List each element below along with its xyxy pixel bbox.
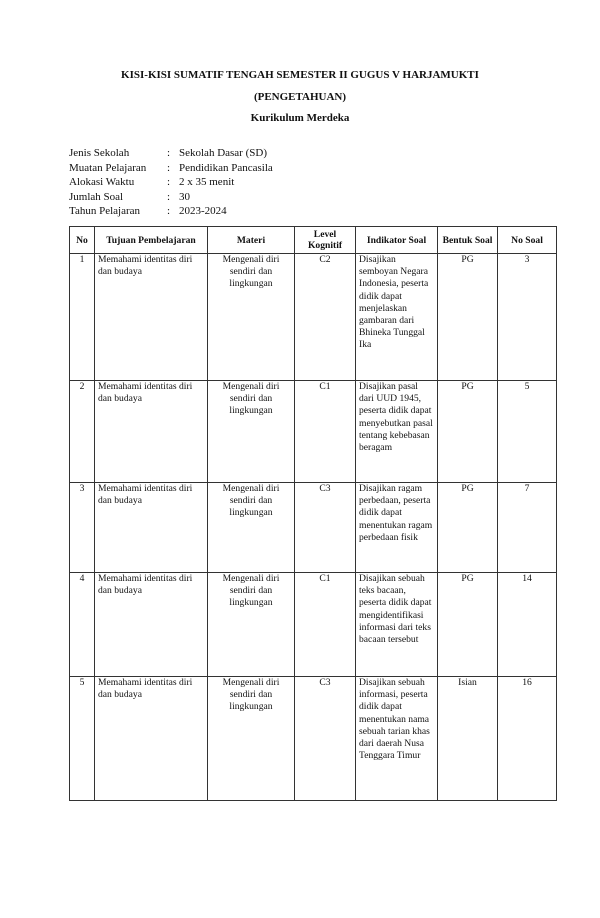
info-separator: : — [167, 147, 171, 159]
document-subtitle: (PENGETAHUAN) — [253, 91, 347, 103]
info-separator: : — [167, 190, 171, 203]
cell-materi: Mengenali diri sendiri dan lingkungan — [208, 254, 295, 381]
info-separator: : — [167, 161, 171, 174]
cell-level: C3 — [295, 483, 356, 573]
info-row-alokasi-waktu — [69, 175, 273, 190]
info-value: 2 x 35 menit — [179, 176, 235, 189]
cell-no-soal: 14 — [498, 573, 557, 677]
cell-tujuan: Memahami identitas diri dan budaya — [95, 573, 208, 677]
cell-bentuk: PG — [438, 381, 498, 483]
cell-level: C1 — [295, 381, 356, 483]
info-label: Muatan Pelajaran — [69, 161, 147, 174]
info-row-jumlah-soal — [69, 190, 273, 205]
cell-materi: Mengenali diri sendiri dan lingkungan — [208, 573, 295, 677]
header-materi: Materi — [208, 227, 295, 254]
header-no-soal: No Soal — [498, 227, 557, 254]
cell-no-soal: 7 — [498, 483, 557, 573]
cell-bentuk: PG — [438, 254, 498, 381]
cell-indikator: Disajikan semboyan Negara Indonesia, peserta didik dapat menjelaskan gambaran dari Bhineka Tunggal Ika — [356, 254, 438, 381]
table-row — [70, 381, 557, 483]
info-value: Sekolah Dasar (SD) — [179, 147, 267, 159]
info-value: Pendidikan Pancasila — [179, 161, 273, 174]
cell-bentuk: PG — [438, 483, 498, 573]
cell-no: 4 — [70, 573, 95, 677]
cell-bentuk: PG — [438, 573, 498, 677]
header-no: No — [70, 227, 95, 254]
table-row — [70, 254, 557, 381]
info-row-tahun-pelajaran — [69, 204, 273, 219]
header-indikator-soal: Indikator Soal — [356, 227, 438, 254]
cell-tujuan: Memahami identitas diri dan budaya — [95, 254, 208, 381]
cell-level: C1 — [295, 573, 356, 677]
cell-level: C3 — [295, 677, 356, 801]
cell-indikator: Disajikan ragam perbedaan, peserta didik dapat menentukan ragam perbedaan fisik — [356, 483, 438, 573]
cell-no: 1 — [70, 254, 95, 381]
cell-materi: Mengenali diri sendiri dan lingkungan — [208, 381, 295, 483]
cell-no-soal: 5 — [498, 381, 557, 483]
kisi-kisi-table — [69, 226, 557, 801]
info-label: Tahun Pelajaran — [69, 205, 141, 218]
info-row-jenis-sekolah — [69, 146, 273, 161]
cell-materi: Mengenali diri sendiri dan lingkungan — [208, 677, 295, 801]
cell-materi: Mengenali diri sendiri dan lingkungan — [208, 483, 295, 573]
header-level-kognitif: Level Kognitif — [295, 227, 356, 254]
info-label: Alokasi Waktu — [69, 176, 135, 189]
cell-no-soal: 16 — [498, 677, 557, 801]
cell-indikator: Disajikan sebuah informasi, peserta didik dapat menentukan nama sebuah tarian khas dari daerah Nusa Tenggara Timur — [356, 677, 438, 801]
table-row — [70, 483, 557, 573]
info-label: Jenis Sekolah — [69, 147, 130, 159]
table-row — [70, 573, 557, 677]
table-row — [70, 677, 557, 801]
document-title: KISI-KISI SUMATIF TENGAH SEMESTER II GUGUS V HARJAMUKTI — [121, 69, 479, 81]
table-header-row — [70, 227, 557, 254]
cell-no-soal: 3 — [498, 254, 557, 381]
header-tujuan-pembelajaran: Tujuan Pembelajaran — [95, 227, 208, 254]
info-separator: : — [167, 205, 171, 218]
curriculum-label: Kurikulum Merdeka — [250, 112, 350, 124]
info-block — [69, 146, 273, 219]
cell-tujuan: Memahami identitas diri dan budaya — [95, 677, 208, 801]
info-label: Jumlah Soal — [69, 190, 124, 203]
info-separator: : — [167, 176, 171, 189]
cell-no: 3 — [70, 483, 95, 573]
cell-indikator: Disajikan sebuah teks bacaan, peserta didik dapat mengidentifikasi informasi dari teks bacaan tersebut — [356, 573, 438, 677]
info-row-muatan-pelajaran — [69, 161, 273, 176]
cell-indikator: Disajikan pasal dari UUD 1945, peserta didik dapat menyebutkan pasal tentang kebebasan beragam — [356, 381, 438, 483]
cell-no: 5 — [70, 677, 95, 801]
cell-bentuk: Isian — [438, 677, 498, 801]
info-value: 30 — [179, 190, 190, 203]
cell-tujuan: Memahami identitas diri dan budaya — [95, 483, 208, 573]
cell-no: 2 — [70, 381, 95, 483]
cell-level: C2 — [295, 254, 356, 381]
info-value: 2023-2024 — [179, 205, 227, 218]
header-bentuk-soal: Bentuk Soal — [438, 227, 498, 254]
cell-tujuan: Memahami identitas diri dan budaya — [95, 381, 208, 483]
